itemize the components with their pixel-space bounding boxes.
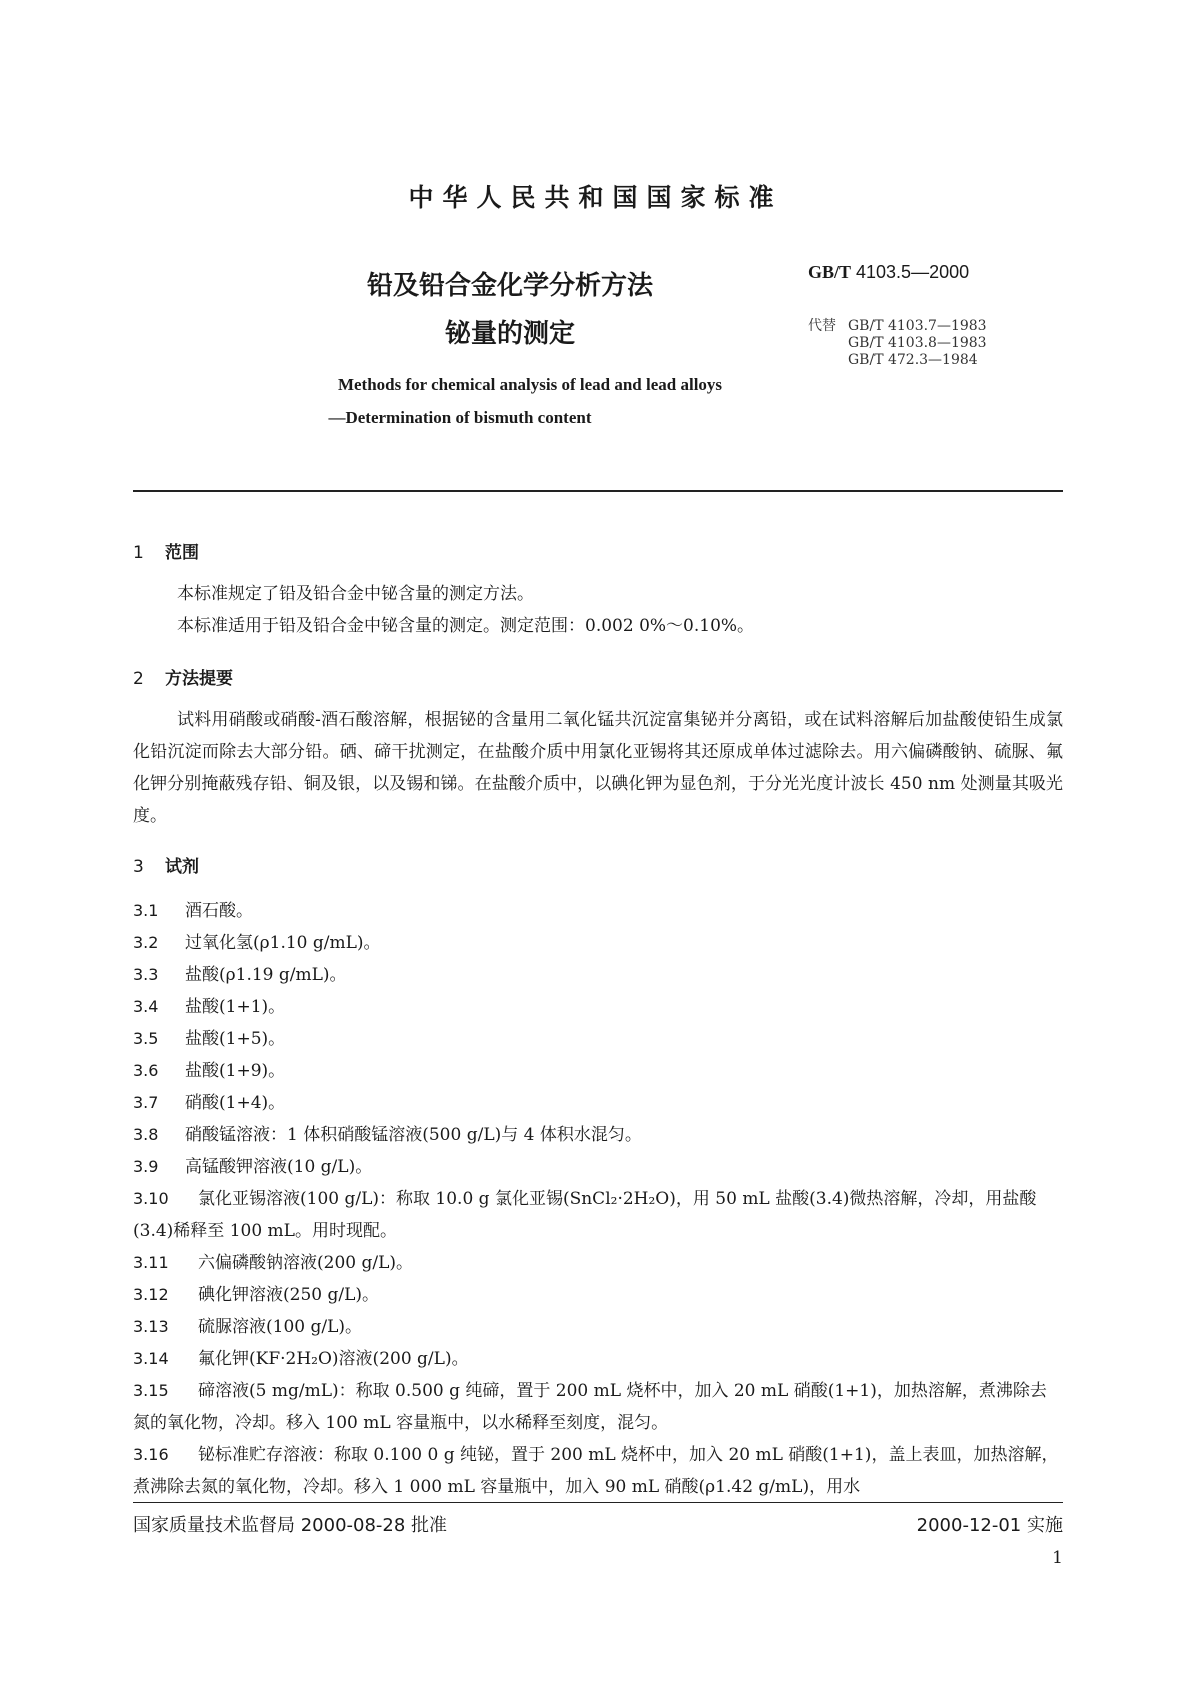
reagent-item — [133, 1311, 1063, 1343]
reagent-item — [133, 1247, 1063, 1279]
section-title: 方法提要 — [165, 669, 233, 689]
reagent-item — [133, 991, 1063, 1023]
section-number: 1 — [133, 543, 144, 563]
reagent-text: 硝酸锰溶液：1 体积硝酸锰溶液(500 g/L)与 4 体积水混匀。 — [185, 1125, 642, 1145]
reagent-text: 碲溶液(5 mg/mL)：称取 0.500 g 纯碲，置于 200 mL 烧杯中，加入 20 mL 硝酸(1+1)，加热溶解，煮沸除去氮的氧化物，冷却。移入 100 mL 容量瓶中，以水稀释至刻度，混匀。 — [133, 1381, 1047, 1433]
section-title: 试剂 — [165, 857, 199, 877]
replaced-standard: GB/T 4103.8—1983 — [848, 335, 987, 351]
replaced-standard: GB/T 472.3—1984 — [848, 352, 978, 368]
reagent-text: 盐酸(ρ1.19 g/mL)。 — [185, 965, 347, 985]
reagent-item — [133, 895, 1063, 927]
english-title-line1: Methods for chemical analysis of lead and lead alloys — [337, 375, 723, 394]
reagent-number: 3.14 — [133, 1349, 169, 1368]
reagent-text: 高锰酸钾溶液(10 g/L)。 — [185, 1157, 373, 1177]
section-heading-scope — [133, 538, 199, 563]
reagent-number: 3.6 — [133, 1061, 159, 1080]
header-divider — [133, 490, 1063, 492]
reagent-number: 3.15 — [133, 1381, 169, 1400]
reagent-number: 3.3 — [133, 965, 159, 984]
issuing-agency: 中华人民共和国国家标准 — [408, 183, 783, 212]
scope-paragraph-2: 本标准适用于铅及铅合金中铋含量的测定。测定范围：0.002 0%～0.10%。 — [177, 616, 755, 636]
replaced-standard: GB/T 4103.7—1983 — [848, 318, 987, 334]
reagent-text: 铋标准贮存溶液：称取 0.100 0 g 纯铋，置于 200 mL 烧杯中，加入 20 mL 硝酸(1+1)，盖上表皿，加热溶解，煮沸除去氮的氧化物，冷却。移入 1 000 mL 容量瓶中，加入 90 mL 硝酸(ρ1.42 g/mL)，用水 — [133, 1445, 1059, 1497]
reagent-number: 3.1 — [133, 901, 159, 920]
reagent-item — [133, 1151, 1063, 1183]
section-title: 范围 — [165, 543, 199, 563]
reagent-item — [133, 1183, 1063, 1247]
section-number: 2 — [133, 669, 144, 689]
document-title-line2: 铋量的测定 — [444, 319, 575, 349]
reagent-text: 硝酸(1+4)。 — [185, 1093, 286, 1113]
reagent-item — [133, 927, 1063, 959]
principle-paragraph: 试料用硝酸或硝酸-酒石酸溶解，根据铋的含量用二氧化锰共沉淀富集铋并分离铅，或在试料溶解后加盐酸使铅生成氯化铅沉淀而除去大部分铅。硒、碲干扰测定，在盐酸介质中用氯化亚锡将其还原成单体过滤除去。用六偏磷酸钠、硫脲、氟化钾分别掩蔽残存铅、铜及银，以及锡和锑。在盐酸介质中，以碘化钾为显色剂，于分光光度计波长 450 nm 处测量其吸光度。 — [133, 710, 1063, 826]
reagent-text: 盐酸(1+5)。 — [185, 1029, 286, 1049]
english-title-line2: —Determination of bismuth content — [328, 408, 592, 427]
reagent-text: 碘化钾溶液(250 g/L)。 — [198, 1285, 380, 1305]
reagent-number: 3.8 — [133, 1125, 159, 1144]
reagent-item — [133, 1439, 1063, 1503]
reagent-item — [133, 1279, 1063, 1311]
reagent-text: 氟化钾(KF·2H₂O)溶液(200 g/L)。 — [198, 1349, 469, 1369]
reagent-number: 3.5 — [133, 1029, 159, 1048]
reagent-item — [133, 1023, 1063, 1055]
reagent-number: 3.12 — [133, 1285, 169, 1304]
effective-date: 2000-12-01 实施 — [916, 1515, 1063, 1536]
reagent-number: 3.13 — [133, 1317, 169, 1336]
standard-number — [808, 262, 969, 283]
replaces-label: 代替 — [808, 318, 836, 334]
reagent-number: 3.4 — [133, 997, 159, 1016]
section-heading-reagents — [133, 852, 199, 877]
scope-paragraph-1: 本标准规定了铅及铅合金中铋含量的测定方法。 — [177, 584, 534, 604]
reagent-text: 氯化亚锡溶液(100 g/L)：称取 10.0 g 氯化亚锡(SnCl₂·2H₂O)，用 50 mL 盐酸(3.4)微热溶解，冷却，用盐酸(3.4)稀释至 100 mL。用时现配。 — [133, 1189, 1037, 1241]
reagent-number: 3.7 — [133, 1093, 159, 1112]
reagent-item — [133, 1087, 1063, 1119]
reagent-item — [133, 1343, 1063, 1375]
reagent-number: 3.10 — [133, 1189, 169, 1208]
reagent-text: 硫脲溶液(100 g/L)。 — [198, 1317, 363, 1337]
reagent-item — [133, 1119, 1063, 1151]
reagent-number: 3.2 — [133, 933, 159, 952]
reagent-number: 3.9 — [133, 1157, 159, 1176]
reagent-text: 酒石酸。 — [185, 901, 253, 921]
reagent-text: 盐酸(1+1)。 — [185, 997, 286, 1017]
approval-date: 国家质量技术监督局 2000-08-28 批准 — [133, 1515, 448, 1536]
footer-divider — [133, 1502, 1063, 1503]
reagent-text: 盐酸(1+9)。 — [185, 1061, 286, 1081]
reagent-text: 六偏磷酸钠溶液(200 g/L)。 — [198, 1253, 414, 1273]
document-title-line1: 铅及铅合金化学分析方法 — [366, 271, 653, 301]
section-heading-principle — [133, 664, 233, 689]
replaces-block — [808, 318, 987, 369]
standard-code: 4103.5—2000 — [851, 262, 970, 282]
reagent-item — [133, 1375, 1063, 1439]
reagent-item — [133, 959, 1063, 991]
reagent-item — [133, 1055, 1063, 1087]
page-number: 1 — [1052, 1548, 1063, 1568]
standard-prefix: GB/T — [808, 262, 852, 282]
reagent-number: 3.16 — [133, 1445, 169, 1464]
reagent-number: 3.11 — [133, 1253, 169, 1272]
reagent-text: 过氧化氢(ρ1.10 g/mL)。 — [185, 933, 381, 953]
section-number: 3 — [133, 857, 144, 877]
